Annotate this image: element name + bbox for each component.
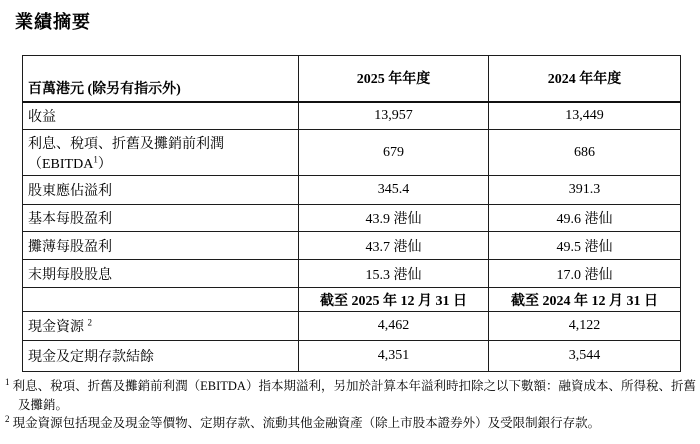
table-row-final-dividend	[23, 260, 681, 288]
header-units: 百萬港元 (除另有指示外)	[23, 56, 299, 102]
value-2024: 391.3	[489, 176, 681, 205]
ebitda-label-close: ）	[97, 156, 112, 172]
footnote-2-text: 現金資源包括現金及現金等價物、定期存款、流動其他金融資產（除上市股本證券外）及受限制銀行存款。	[12, 416, 601, 430]
value-2025: 15.3 港仙	[299, 260, 489, 288]
page-title: 業績摘要	[15, 12, 91, 32]
ebitda-footnote-ref: 1	[93, 153, 98, 164]
row-label: 攤薄每股盈利	[23, 232, 299, 260]
row-label	[23, 288, 299, 312]
footnote-1-text: 利息、稅項、折舊及攤銷前利潤（EBITDA）指本期溢利，另加於計算本年溢利時扣除之以下數額：融資成本、所得稅、折舊及攤銷。	[12, 379, 696, 412]
value-2024: 49.5 港仙	[489, 232, 681, 260]
ebitda-label-line1: 利息、稅項、折舊及攤銷前利潤	[28, 136, 224, 152]
value-2025: 345.4	[299, 176, 489, 205]
value-2024: 17.0 港仙	[489, 260, 681, 288]
as-of-2025: 截至 2025 年 12 月 31 日	[299, 288, 489, 312]
table-row-revenue	[23, 102, 681, 130]
value-2025: 43.7 港仙	[299, 232, 489, 260]
results-summary-table	[22, 55, 681, 372]
value-2025: 13,957	[299, 102, 489, 130]
footnote-2	[5, 414, 697, 433]
row-label: 末期每股股息	[23, 260, 299, 288]
footnote-2-marker: 2	[5, 413, 10, 424]
table-row-cash-resources	[23, 312, 681, 341]
table-row-as-of-dates	[23, 288, 681, 312]
value-2025: 4,462	[299, 312, 489, 341]
cash-resources-label: 現金資源	[28, 320, 84, 335]
table-row-diluted-eps	[23, 232, 681, 260]
value-2025: 43.9 港仙	[299, 205, 489, 232]
table-row-profit-attributable	[23, 176, 681, 205]
footnote-1-marker: 1	[5, 376, 10, 387]
row-label: 股東應佔溢利	[23, 176, 299, 205]
footnote-1	[5, 377, 697, 414]
footnotes	[5, 377, 697, 433]
row-label: 收益	[23, 102, 299, 130]
header-year-2024: 2024 年年度	[489, 56, 681, 102]
as-of-2024: 截至 2024 年 12 月 31 日	[489, 288, 681, 312]
value-2024: 13,449	[489, 102, 681, 130]
row-label: 現金及定期存款結餘	[23, 341, 299, 372]
value-2024: 49.6 港仙	[489, 205, 681, 232]
ebitda-label-line2: （EBITDA	[28, 156, 94, 172]
table-row-cash-and-deposits	[23, 341, 681, 372]
row-label	[23, 312, 299, 341]
table-row-ebitda	[23, 130, 681, 176]
value-2025: 4,351	[299, 341, 489, 372]
value-2025: 679	[299, 130, 489, 176]
table-header-row	[23, 56, 681, 102]
header-year-2025: 2025 年年度	[299, 56, 489, 102]
row-label	[23, 130, 299, 176]
value-2024: 3,544	[489, 341, 681, 372]
value-2024: 4,122	[489, 312, 681, 341]
table-row-basic-eps	[23, 205, 681, 232]
cash-resources-footnote-ref: 2	[87, 317, 92, 328]
row-label: 基本每股盈利	[23, 205, 299, 232]
value-2024: 686	[489, 130, 681, 176]
